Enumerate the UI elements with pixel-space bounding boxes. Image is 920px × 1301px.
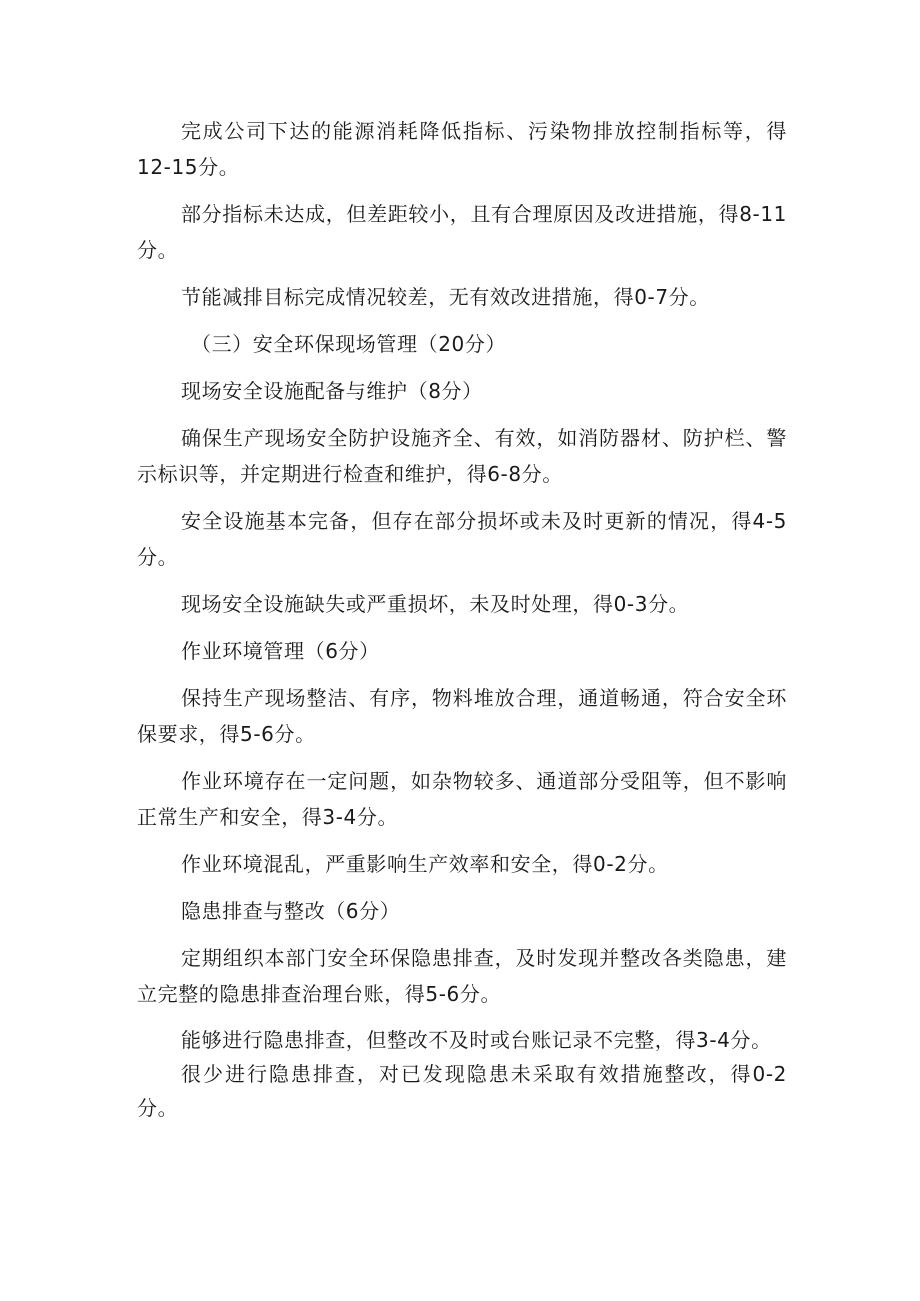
paragraph-energy-target-full: 完成公司下达的能源消耗降低指标、污染物排放控制指标等，得12-15分。 — [137, 119, 787, 179]
paragraph-environment-full: 保持生产现场整洁、有序，物料堆放合理，通道畅通，符合安全环保要求，得5-6分。 — [137, 686, 787, 746]
paragraph-facilities-partial: 安全设施基本完备，但存在部分损坏或未及时更新的情况，得4-5分。 — [137, 509, 787, 569]
section-heading-safety-site-management: （三）安全环保现场管理（20分） — [191, 332, 507, 356]
paragraph-environment-partial: 作业环境存在一定问题，如杂物较多、通道部分受阻等，但不影响正常生产和安全，得3-4分。 — [137, 769, 787, 829]
paragraph-hazard-partial: 能够进行隐患排查，但整改不及时或台账记录不完整，得3-4分。 — [181, 1028, 772, 1052]
paragraph-energy-target-partial: 部分指标未达成，但差距较小，且有合理原因及改进措施，得8-11分。 — [137, 202, 787, 262]
paragraph-hazard-full: 定期组织本部门安全环保隐患排查，及时发现并整改各类隐患，建立完整的隐患排查治理台账，得5-6分。 — [137, 946, 787, 1006]
paragraph-energy-target-poor: 节能减排目标完成情况较差，无有效改进措施，得0-7分。 — [181, 285, 710, 309]
subheading-work-environment: 作业环境管理（6分） — [181, 639, 380, 663]
paragraph-facilities-full: 确保生产现场安全防护设施齐全、有效，如消防器材、防护栏、警示标识等，并定期进行检查和维护，得6-8分。 — [137, 426, 787, 486]
subheading-hazard-inspection: 隐患排查与整改（6分） — [181, 899, 401, 923]
paragraph-facilities-poor: 现场安全设施缺失或严重损坏，未及时处理，得0-3分。 — [181, 592, 690, 616]
paragraph-environment-poor: 作业环境混乱，严重影响生产效率和安全，得0-2分。 — [181, 852, 669, 876]
document-body — [137, 113, 787, 1125]
subheading-safety-facilities: 现场安全设施配备与维护（8分） — [181, 379, 483, 403]
paragraph-hazard-poor: 很少进行隐患排查，对已发现隐患未采取有效措施整改，得0-2分。 — [137, 1062, 787, 1120]
